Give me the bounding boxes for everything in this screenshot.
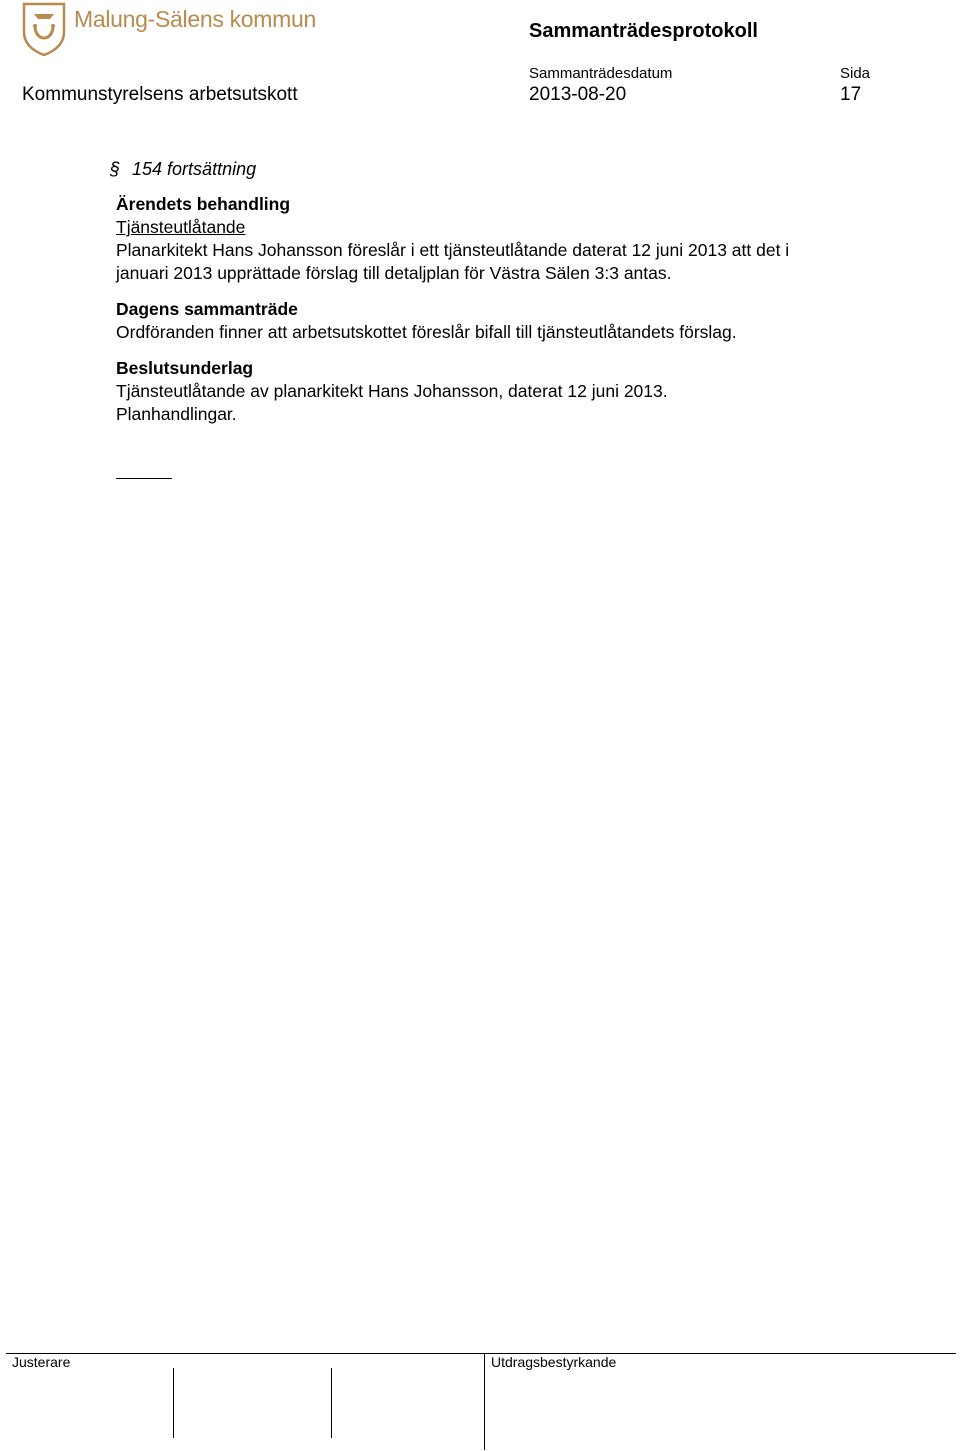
page-number: 17 xyxy=(840,84,862,105)
end-rule xyxy=(116,478,172,479)
signature-box-divider-2 xyxy=(331,1368,332,1438)
meeting-date-value: 2013-08-20 xyxy=(529,84,627,105)
beslutsunderlag-line-1: Tjänsteutlåtande av planarkitekt Hans Johansson, daterat 12 juni 2013. xyxy=(116,381,668,401)
meeting-date-label: Sammanträdesdatum xyxy=(529,65,673,82)
behandling-text-line-2: januari 2013 upprättade förslag till detaljplan för Västra Sälen 3:3 antas. xyxy=(116,263,672,283)
footer-rule xyxy=(6,1353,956,1354)
utdragsbestyrkande-label: Utdragsbestyrkande xyxy=(491,1354,617,1370)
justerare-label: Justerare xyxy=(12,1354,71,1370)
behandling-subheading: Tjänsteutlåtande xyxy=(116,217,246,237)
section-title-text: 154 fortsättning xyxy=(132,159,257,179)
committee-name: Kommunstyrelsens arbetsutskott xyxy=(22,84,298,105)
beslutsunderlag-line-2: Planhandlingar. xyxy=(116,404,237,424)
page-label: Sida xyxy=(840,65,871,82)
signature-box-divider-3 xyxy=(484,1354,485,1450)
document-title: Sammanträdesprotokoll xyxy=(529,20,758,42)
section-symbol: § xyxy=(110,159,121,179)
behandling-heading: Ärendets behandling xyxy=(116,194,291,214)
behandling-text-line-1: Planarkitekt Hans Johansson föreslår i ett tjänsteutlåtande daterat 12 juni 2013 att det i xyxy=(116,240,790,260)
section-title xyxy=(110,158,916,181)
municipality-name: Malung-Sälens kommun xyxy=(74,6,317,32)
dagens-text: Ordföranden finner att arbetsutskottet föreslår bifall till tjänsteutlåtandets förslag. xyxy=(116,322,737,342)
protocol-body xyxy=(110,158,916,426)
municipality-crest-logo xyxy=(22,2,66,56)
dagens-heading: Dagens sammanträde xyxy=(116,299,298,319)
signature-box-divider-1 xyxy=(173,1368,174,1438)
beslutsunderlag-heading: Beslutsunderlag xyxy=(116,358,254,378)
